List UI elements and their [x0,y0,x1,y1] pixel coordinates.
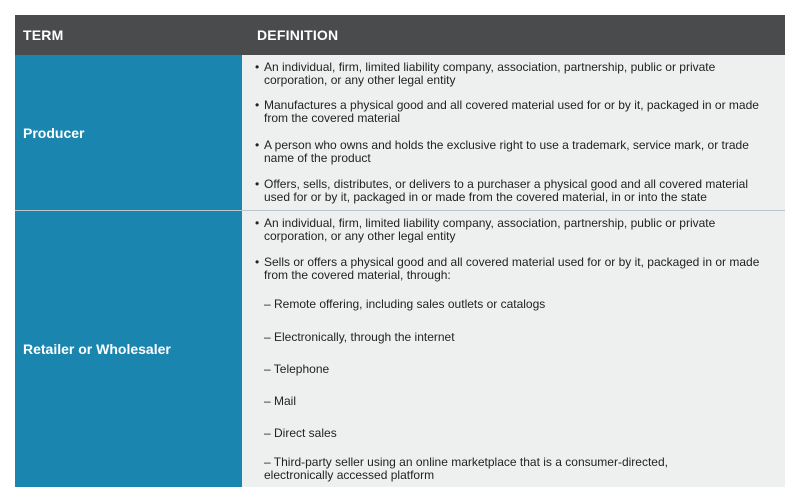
term-producer: Producer [23,124,85,141]
definition-item [255,178,760,204]
sub-item: – Telephone [264,362,330,376]
definition-item [255,217,760,243]
sub-item: – Third-party seller using an online marketplace that is a consumer-directed, electronically accessed platform [264,455,668,482]
sub-item: – Remote offering, including sales outlets or catalogs [264,297,546,311]
definition-cell [242,211,785,487]
definition-text: An individual, firm, limited liability company, association, partnership, public or private corporation, or any other legal entity [264,216,716,243]
definition-text: Sells or offers a physical good and all covered material used for or by it, packaged in or made from the covered material, through: [264,255,760,282]
term-cell [15,211,242,487]
table-header [15,15,785,55]
definition-item [255,256,760,282]
table-row-producer [15,55,785,211]
bullet: • [255,98,260,112]
bullet: • [255,138,260,152]
bullet: • [255,255,260,269]
bullet: • [255,216,260,230]
definition-cell [242,55,785,210]
definition-item [255,99,760,125]
definition-text: An individual, firm, limited liability company, association, partnership, public or private corporation, or any other legal entity [264,60,716,87]
bullet: • [255,60,260,74]
definitions-table [15,15,785,487]
term-cell [15,55,242,210]
definition-item [255,139,760,165]
definition-item [255,61,760,87]
term-retailer-wholesaler: Retailer or Wholesaler [23,341,171,357]
definition-text: A person who owns and holds the exclusive right to use a trademark, service mark, or trade name of the product [264,138,749,165]
sub-item: – Direct sales [264,426,337,440]
definition-text: Manufactures a physical good and all covered material used for or by it, packaged in or made from the covered material [264,98,759,125]
header-term: TERM [23,27,64,43]
table-row-retailer [15,211,785,487]
sub-item: – Electronically, through the internet [264,330,455,344]
bullet: • [255,177,260,191]
definition-text: Offers, sells, distributes, or delivers to a purchaser a physical good and all covered material used for or by it, packaged in or made from the covered material, in or into the state [264,177,749,204]
sub-item: – Mail [264,394,297,408]
header-definition: DEFINITION [257,27,339,43]
